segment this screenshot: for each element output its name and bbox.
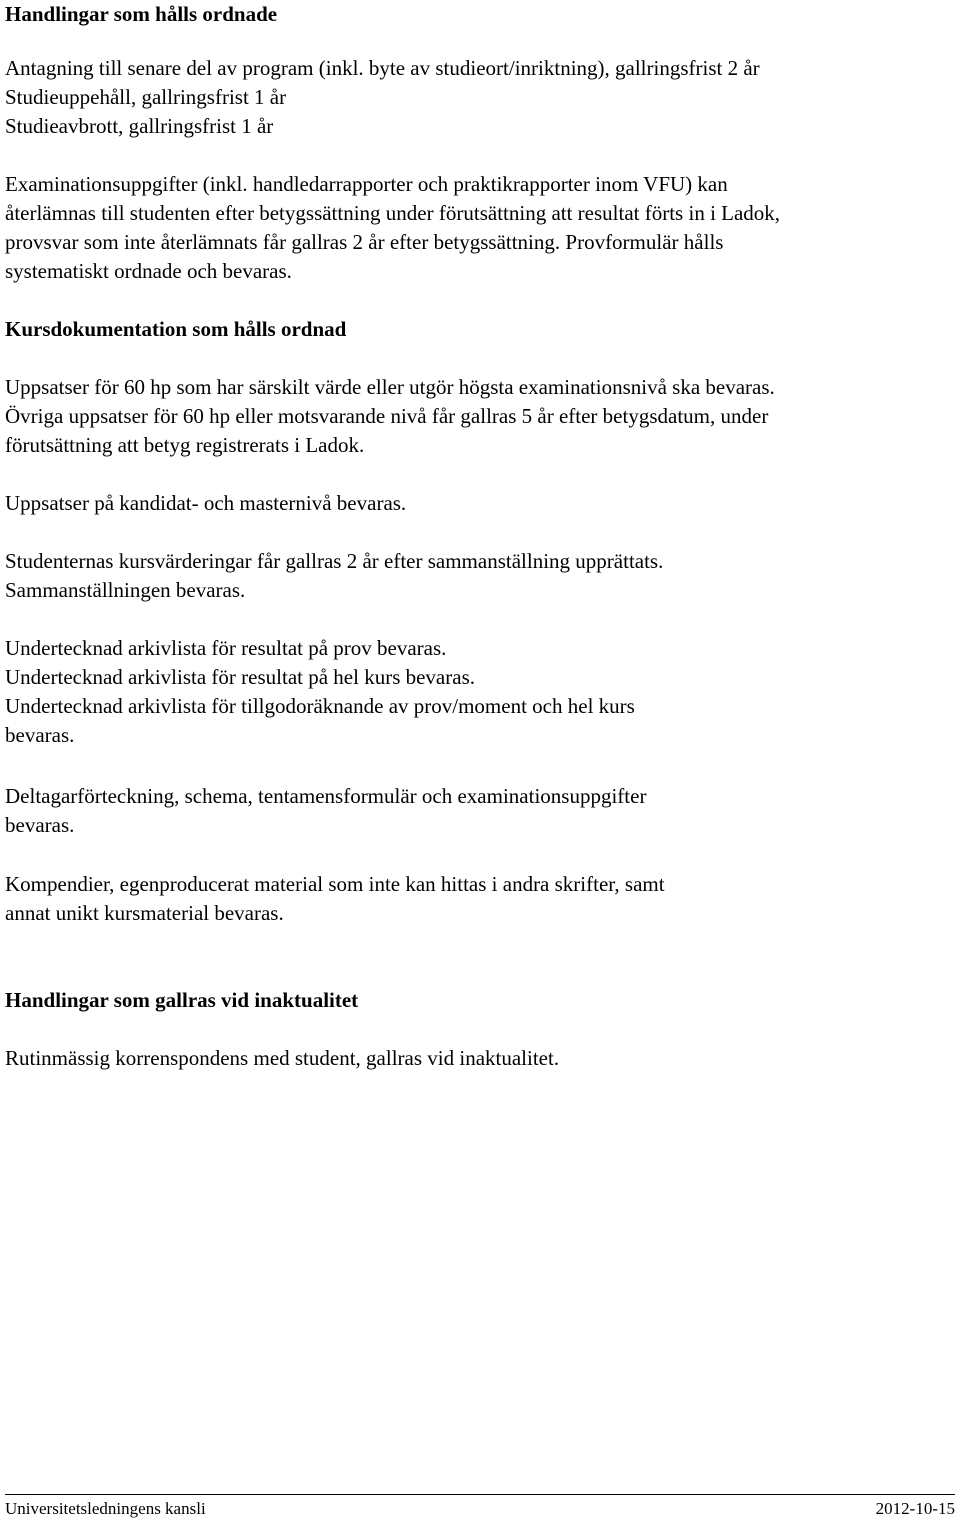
paragraph-line: Uppsatser för 60 hp som har särskilt värde eller utgör högsta examinationsnivå ska bevaras. bbox=[5, 375, 775, 399]
paragraph-line: återlämnas till studenten efter betygssättning under förutsättning att resultat förts in i Ladok, bbox=[5, 201, 781, 225]
paragraph-line: annat unikt kursmaterial bevaras. bbox=[5, 901, 284, 925]
paragraph-line: Undertecknad arkivlista för resultat på hel kurs bevaras. bbox=[5, 665, 475, 689]
paragraph-line: bevaras. bbox=[5, 813, 75, 837]
paragraph-line: Studieuppehåll, gallringsfrist 1 år bbox=[5, 85, 287, 109]
footer-divider bbox=[5, 1494, 955, 1495]
paragraph-line: bevaras. bbox=[5, 723, 75, 747]
paragraph-line: Deltagarförteckning, schema, tentamensformulär och examinationsuppgifter bbox=[5, 784, 647, 808]
paragraph-line: provsvar som inte återlämnats får gallras 2 år efter betygssättning. Provformulär hålls bbox=[5, 230, 724, 254]
footer-department: Universitetsledningens kansli bbox=[5, 1499, 206, 1518]
paragraph-line: Studieavbrott, gallringsfrist 1 år bbox=[5, 114, 274, 138]
paragraph-line: Studenternas kursvärderingar får gallras 2 år efter sammanställning upprättats. bbox=[5, 549, 664, 573]
paragraph-line: Examinationsuppgifter (inkl. handledarrapporter och praktikrapporter inom VFU) kan bbox=[5, 172, 728, 196]
paragraph-line: förutsättning att betyg registrerats i Ladok. bbox=[5, 433, 365, 457]
paragraph-line: Undertecknad arkivlista för resultat på prov bevaras. bbox=[5, 636, 447, 660]
paragraph-line: Antagning till senare del av program (inkl. byte av studieort/inriktning), gallringsfrist 2 år bbox=[5, 56, 760, 80]
footer-date: 2012-10-15 bbox=[875, 1499, 955, 1518]
paragraph-line: Undertecknad arkivlista för tillgodoräknande av prov/moment och hel kurs bbox=[5, 694, 635, 718]
section-heading-kursdokumentation: Kursdokumentation som hålls ordnad bbox=[5, 317, 347, 341]
section-heading-handlingar-ordnade: Handlingar som hålls ordnade bbox=[5, 2, 278, 26]
paragraph-line: Rutinmässig korrenspondens med student, gallras vid inaktualitet. bbox=[5, 1046, 560, 1070]
paragraph-line: Övriga uppsatser för 60 hp eller motsvarande nivå får gallras 5 år efter betygsdatum, under bbox=[5, 404, 769, 428]
paragraph-line: Sammanställningen bevaras. bbox=[5, 578, 246, 602]
section-heading-inaktualitet: Handlingar som gallras vid inaktualitet bbox=[5, 988, 359, 1012]
paragraph-line: Uppsatser på kandidat- och masternivå bevaras. bbox=[5, 491, 407, 515]
paragraph-line: Kompendier, egenproducerat material som inte kan hittas i andra skrifter, samt bbox=[5, 872, 665, 896]
paragraph-line: systematiskt ordnade och bevaras. bbox=[5, 259, 292, 283]
